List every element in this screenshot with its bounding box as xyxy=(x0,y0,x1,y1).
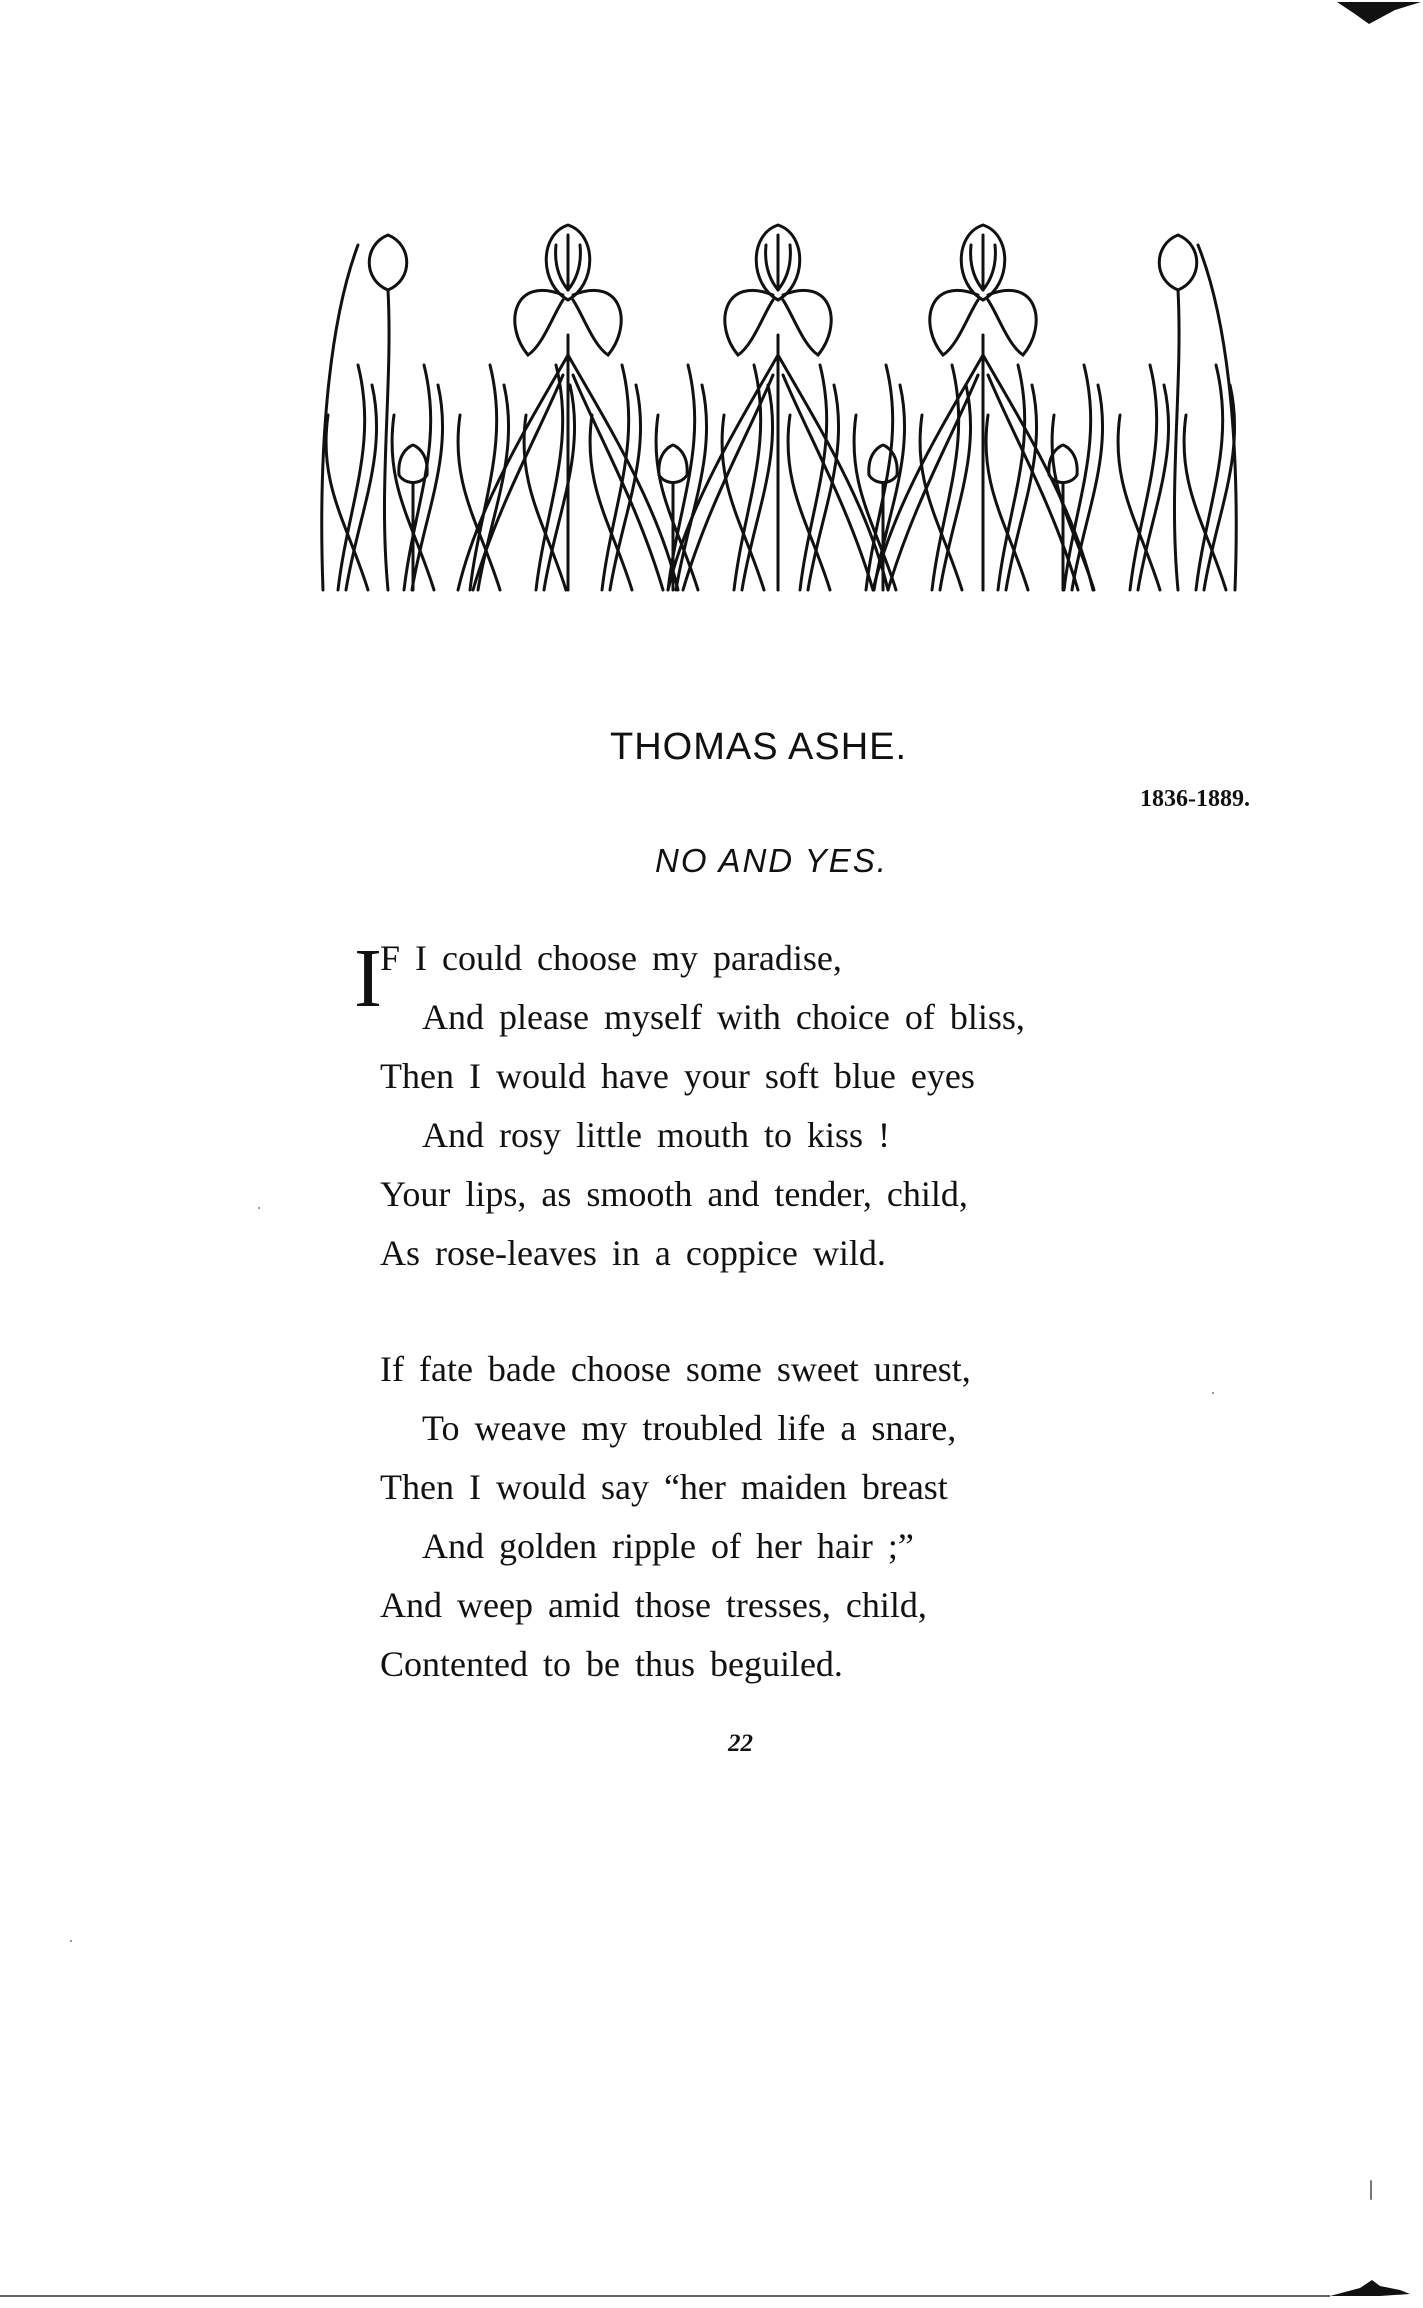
poem-title: NO AND YES. xyxy=(655,842,888,879)
poem-line: And please myself with choice of bliss, xyxy=(422,997,1025,1037)
iris-floral-border-icon xyxy=(318,205,1240,600)
poem-line: Then I would say “her maiden breast xyxy=(380,1467,948,1507)
poem-line: To weave my troubled life a snare, xyxy=(422,1408,957,1448)
drop-cap: I xyxy=(354,932,382,1025)
corner-mark-icon xyxy=(1335,0,1423,40)
page-number: 22 xyxy=(728,1730,753,1757)
poem-line: As rose-leaves in a coppice wild. xyxy=(380,1233,886,1273)
poem-line: Your lips, as smooth and tender, child, xyxy=(380,1174,968,1214)
stanza-1 xyxy=(354,929,1025,1283)
poem-line: Then I would have your soft blue eyes xyxy=(380,1056,975,1096)
author-dates: 1836-1889. xyxy=(1140,786,1250,812)
stanza-2 xyxy=(380,1340,971,1694)
poem-line: If fate bade choose some sweet unrest, xyxy=(380,1349,971,1389)
poem-line: And golden ripple of her hair ;” xyxy=(422,1526,914,1566)
poem-line: And rosy little mouth to kiss ! xyxy=(422,1115,890,1155)
poem-line: And weep amid those tresses, child, xyxy=(380,1585,927,1625)
poem-line: Contented to be thus beguiled. xyxy=(380,1644,843,1684)
author-name: THOMAS ASHE. xyxy=(610,726,908,768)
bottom-rule-icon xyxy=(0,2270,1423,2300)
poem-line-text: F I could choose my paradise, xyxy=(380,938,842,978)
